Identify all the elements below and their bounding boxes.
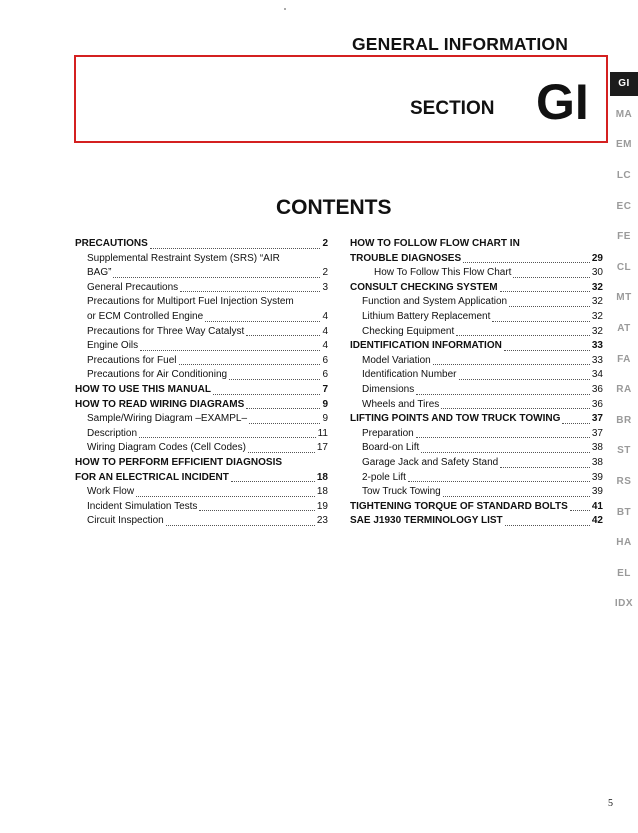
toc-entry-page: 39 [591, 471, 603, 483]
toc-entry-page: 6 [322, 354, 328, 366]
toc-entry-title: Incident Simulation Tests [87, 500, 198, 512]
toc-entry[interactable] [75, 310, 328, 325]
section-tab-gi[interactable]: GI [610, 72, 638, 96]
toc-entry[interactable] [350, 441, 603, 456]
toc-entry[interactable] [350, 252, 603, 267]
toc-entry[interactable] [350, 237, 603, 252]
toc-entry-title: HOW TO PERFORM EFFICIENT DIAGNOSIS [75, 456, 283, 468]
toc-entry-title: Checking Equipment [362, 325, 455, 337]
section-tab-idx[interactable]: IDX [614, 598, 634, 610]
toc-entry[interactable] [350, 412, 603, 427]
toc-entry-title: Precautions for Three Way Catalyst [87, 325, 245, 337]
toc-entry-page: 38 [591, 456, 603, 468]
toc-entry[interactable] [350, 281, 603, 296]
section-tab-at[interactable]: AT [617, 323, 631, 335]
toc-entry-page: 38 [591, 442, 603, 454]
section-tab-fa[interactable]: FA [617, 353, 631, 365]
toc-leader-dots [140, 350, 320, 351]
section-tab-ha[interactable]: HA [616, 537, 632, 549]
toc-entry-page: 9 [322, 413, 328, 425]
toc-entry-title: Identification Number [362, 369, 457, 381]
toc-entry-page: 32 [591, 296, 603, 308]
toc-entry[interactable] [350, 383, 603, 398]
toc-entry[interactable] [350, 339, 603, 354]
toc-entry-page: 4 [322, 340, 328, 352]
toc-entry[interactable] [75, 325, 328, 340]
toc-entry-page: 34 [591, 369, 603, 381]
toc-leader-dots [150, 248, 321, 249]
contents-title: CONTENTS [276, 196, 392, 219]
toc-entry-page: 18 [316, 486, 328, 498]
toc-leader-dots [408, 481, 590, 482]
section-tab-bt[interactable]: BT [616, 506, 632, 518]
toc-entry-page: 32 [591, 310, 603, 322]
toc-leader-dots [229, 379, 320, 380]
toc-leader-dots [180, 291, 320, 292]
toc-entry-page: 42 [591, 515, 603, 527]
toc-entry-title: SAE J1930 TERMINOLOGY LIST [350, 515, 503, 527]
document-heading: GENERAL INFORMATION [352, 34, 569, 54]
toc-entry[interactable] [75, 368, 328, 383]
section-tab-ec[interactable]: EC [616, 200, 632, 212]
toc-entry[interactable] [75, 252, 328, 267]
toc-entry-title: TROUBLE DIAGNOSES [350, 252, 462, 264]
toc-entry-title: PRECAUTIONS [75, 238, 148, 249]
toc-leader-dots [205, 321, 320, 322]
toc-leader-dots [443, 496, 590, 497]
toc-entry-title: Dimensions [362, 383, 415, 395]
toc-entry-page: 4 [322, 310, 328, 322]
toc-entry-title: Board-on Lift [362, 442, 420, 454]
toc-entry-title: Tow Truck Towing [362, 486, 441, 498]
toc-entry-title: LIFTING POINTS AND TOW TRUCK TOWING [350, 413, 561, 425]
toc-entry-page: 11 [317, 427, 328, 439]
section-tabs [610, 72, 638, 623]
toc-entry-title: FOR AN ELECTRICAL INCIDENT [75, 471, 229, 483]
toc-right-column [350, 237, 603, 529]
toc-entry-page: 4 [322, 325, 328, 337]
toc-entry-page: 29 [591, 252, 603, 264]
toc-entry-title: Description [87, 427, 138, 439]
toc-entry-title: BAG” [87, 267, 112, 279]
toc-entry[interactable] [350, 354, 603, 369]
toc-entry-title: How To Follow This Flow Chart [374, 267, 512, 279]
toc-leader-dots [113, 277, 320, 278]
toc-leader-dots [136, 496, 315, 497]
toc-entry-page: 9 [322, 398, 328, 410]
toc-leader-dots [505, 525, 590, 526]
toc-entry-title: Wiring Diagram Codes (Cell Codes) [87, 442, 246, 454]
toc-entry-page: 2 [322, 267, 328, 279]
section-tab-ra[interactable]: RA [616, 384, 632, 396]
toc-leader-dots [139, 437, 316, 438]
toc-entry[interactable] [350, 456, 603, 471]
toc-leader-dots [562, 423, 590, 424]
toc-entry[interactable] [75, 237, 328, 252]
section-tab-fe[interactable]: FE [617, 231, 631, 243]
toc-leader-dots [570, 510, 590, 511]
toc-entry[interactable] [75, 500, 328, 515]
toc-entry-title: Function and System Application [362, 296, 508, 308]
toc-entry[interactable] [75, 281, 328, 296]
toc-entry-title: Precautions for Air Conditioning [87, 369, 228, 381]
toc-entry-title: Sample/Wiring Diagram –EXAMPL– [87, 413, 248, 425]
toc-entry[interactable] [350, 500, 603, 515]
toc-entry-page: 2 [322, 238, 328, 249]
toc-entry-title: Precautions for Fuel [87, 354, 177, 366]
section-tab-br[interactable]: BR [616, 414, 632, 426]
toc-entry[interactable] [75, 441, 328, 456]
toc-entry[interactable] [350, 295, 603, 310]
toc-entry-page: 23 [316, 515, 328, 527]
toc-entry-title: Precautions for Multiport Fuel Injection System [87, 296, 294, 308]
section-tab-mt[interactable]: MT [616, 292, 632, 304]
toc-entry[interactable] [350, 427, 603, 442]
toc-entry-title: Model Variation [362, 354, 431, 366]
section-code: GI [536, 74, 589, 130]
toc-leader-dots [504, 350, 590, 351]
toc-entry[interactable] [350, 398, 603, 413]
toc-leader-dots [249, 423, 320, 424]
toc-entry-page: 41 [591, 500, 603, 512]
toc-leader-dots [513, 277, 589, 278]
toc-entry[interactable] [75, 456, 328, 471]
toc-entry-title: CONSULT CHECKING SYSTEM [350, 281, 498, 293]
toc-entry[interactable] [75, 266, 328, 281]
toc-leader-dots [416, 437, 590, 438]
toc-entry-page: 32 [591, 325, 603, 337]
page-number: 5 [608, 798, 613, 809]
toc-entry-title: Circuit Inspection [87, 515, 164, 527]
toc-entry[interactable] [350, 514, 603, 529]
toc-entry-title: TIGHTENING TORQUE OF STANDARD BOLTS [350, 500, 568, 512]
toc-leader-dots [213, 394, 321, 395]
toc-entry-title: Supplemental Restraint System (SRS) “AIR [87, 252, 280, 264]
toc-entry[interactable] [75, 485, 328, 500]
toc-left-column [75, 237, 328, 529]
toc-entry[interactable] [75, 354, 328, 369]
toc-entry[interactable] [350, 485, 603, 500]
toc-entry-page: 37 [591, 413, 603, 425]
toc-leader-dots [246, 335, 320, 336]
toc-entry-page: 33 [591, 340, 603, 352]
toc-entry[interactable] [75, 383, 328, 398]
toc-leader-dots [248, 452, 315, 453]
section-label: SECTION [410, 98, 495, 119]
toc-entry-page: 36 [591, 383, 603, 395]
toc-entry[interactable] [75, 412, 328, 427]
toc-entry-title: General Precautions [87, 281, 179, 293]
toc-entry-title: 2-pole Lift [362, 471, 406, 483]
toc-entry-title: Work Flow [87, 486, 135, 498]
section-tab-em[interactable]: EM [616, 139, 632, 151]
section-tab-el[interactable]: EL [617, 567, 631, 579]
toc-entry-page: 19 [316, 500, 328, 512]
toc-entry-title: Engine Oils [87, 340, 139, 352]
toc-leader-dots [463, 262, 590, 263]
toc-leader-dots [459, 379, 590, 380]
toc-entry[interactable] [350, 368, 603, 383]
toc-leader-dots [492, 321, 589, 322]
toc-leader-dots [500, 291, 590, 292]
toc-entry[interactable] [75, 295, 328, 310]
toc-leader-dots [421, 452, 590, 453]
toc-entry-page: 30 [591, 267, 603, 279]
toc-entry-title: HOW TO FOLLOW FLOW CHART IN [350, 238, 520, 249]
section-tab-ma[interactable]: MA [615, 108, 633, 120]
toc-entry-title: or ECM Controlled Engine [87, 310, 204, 322]
section-tab-cl[interactable]: CL [616, 261, 632, 273]
toc-entry[interactable] [75, 427, 328, 442]
toc-entry[interactable] [75, 514, 328, 529]
toc-entry-page: 33 [591, 354, 603, 366]
toc-leader-dots [166, 525, 315, 526]
toc-entry-page: 32 [591, 281, 603, 293]
toc-leader-dots [199, 510, 314, 511]
toc-leader-dots [433, 364, 590, 365]
toc-leader-dots [500, 467, 590, 468]
toc-entry-page: 36 [591, 398, 603, 410]
toc-entry-page: 18 [316, 471, 328, 483]
toc-entry-title: Garage Jack and Safety Stand [362, 456, 499, 468]
toc-entry-title: Lithium Battery Replacement [362, 310, 491, 322]
toc-entry-title: HOW TO USE THIS MANUAL [75, 383, 211, 395]
toc-leader-dots [456, 335, 590, 336]
toc-entry[interactable] [350, 310, 603, 325]
toc-entry[interactable] [350, 266, 603, 281]
toc-entry[interactable] [75, 398, 328, 413]
section-tab-lc[interactable]: LC [616, 170, 632, 182]
section-header-box [74, 55, 608, 143]
section-tab-st[interactable]: ST [617, 445, 631, 457]
toc-entry[interactable] [350, 325, 603, 340]
toc-entry[interactable] [75, 471, 328, 486]
toc-entry-page: 39 [591, 486, 603, 498]
toc-entry[interactable] [350, 471, 603, 486]
section-tab-rs[interactable]: RS [616, 476, 632, 488]
toc-entry-title: IDENTIFICATION INFORMATION [350, 340, 502, 352]
toc-leader-dots [441, 408, 590, 409]
toc-entry-title: HOW TO READ WIRING DIAGRAMS [75, 398, 245, 410]
toc-leader-dots [179, 364, 321, 365]
toc-entry-title: Preparation [362, 427, 414, 439]
toc-entry-page: 3 [322, 281, 328, 293]
toc-entry-page: 7 [322, 383, 328, 395]
scan-speck [284, 8, 286, 10]
toc-leader-dots [416, 394, 590, 395]
toc-entry-page: 17 [316, 442, 328, 454]
toc-entry-page: 6 [322, 369, 328, 381]
toc-leader-dots [246, 408, 320, 409]
toc-entry-page: 37 [591, 427, 603, 439]
toc-leader-dots [509, 306, 590, 307]
toc-entry[interactable] [75, 339, 328, 354]
toc-leader-dots [231, 481, 315, 482]
toc-entry-title: Wheels and Tires [362, 398, 440, 410]
